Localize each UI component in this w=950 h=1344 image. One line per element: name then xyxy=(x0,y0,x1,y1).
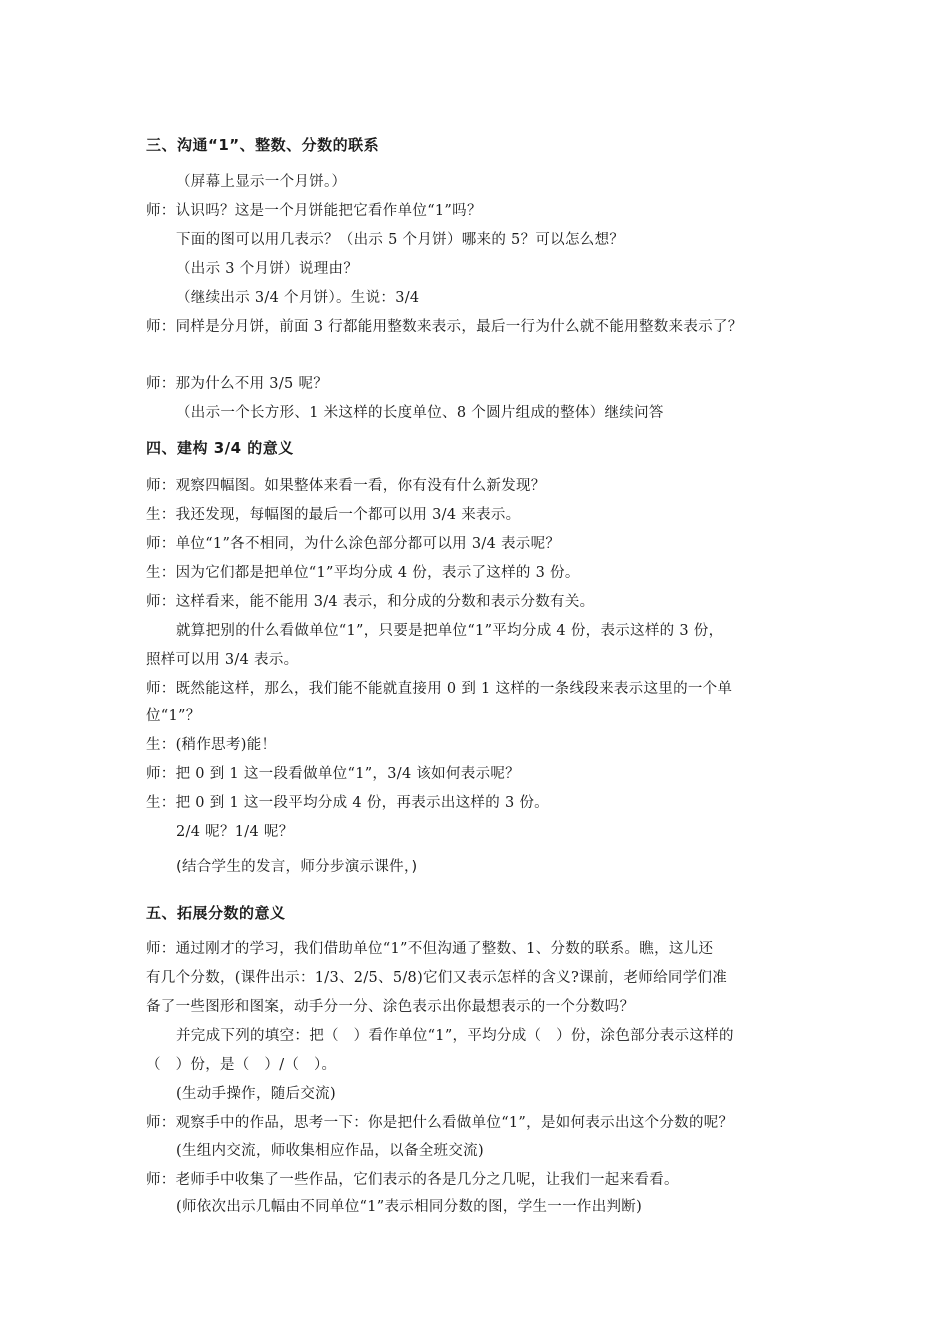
dialogue-line: 2/4 呢？1/4 呢？ xyxy=(176,824,294,840)
dialogue-line: 就算把别的什么看做单位“1”，只要是把单位“1”平均分成 4 份，表示这样的 3 份， xyxy=(176,623,724,639)
dialogue-line: 师：这样看来，能不能用 3/4 表示，和分成的分数和表示分数有关。 xyxy=(146,594,595,610)
dialogue-line: 下面的图可以用几表示？（出示 5 个月饼）哪来的 5？可以怎么想？ xyxy=(176,232,625,248)
dialogue-line: 照样可以用 3/4 表示。 xyxy=(146,652,299,668)
dialogue-line: （继续出示 3/4 个月饼）。生说：3/4 xyxy=(176,290,420,306)
dialogue-line: 师：把 0 到 1 这一段看做单位“1”，3/4 该如何表示呢？ xyxy=(146,766,520,782)
dialogue-line: 师：同样是分月饼，前面 3 行都能用整数来表示，最后一行为什么就不能用整数来表示了？ xyxy=(146,319,743,335)
stage-direction: （屏幕上显示一个月饼。） xyxy=(176,174,347,190)
dialogue-line: 位“1”？ xyxy=(146,708,201,724)
dialogue-line: 师：老师手中收集了一些作品，它们表示的各是几分之几呢，让我们一起来看看。 xyxy=(146,1172,679,1188)
dialogue-line: （出示 3 个月饼）说理由？ xyxy=(176,261,359,277)
section-heading: 四、建构 3/4 的意义 xyxy=(146,439,294,457)
stage-direction: (结合学生的发言，师分步演示课件，) xyxy=(176,859,418,875)
dialogue-line: （ ）份，是（ ）/（ ）。 xyxy=(146,1057,337,1073)
stage-direction: (生组内交流，师收集相应作品，以备全班交流) xyxy=(176,1143,484,1159)
stage-direction: (师依次出示几幅由不同单位“1”表示相同分数的图，学生一一作出判断) xyxy=(176,1199,643,1215)
dialogue-line: 师：认识吗？这是一个月饼能把它看作单位“1”吗？ xyxy=(146,203,482,219)
dialogue-line: 生：(稍作思考)能！ xyxy=(146,737,277,753)
dialogue-line: 备了一些图形和图案，动手分一分、涂色表示出你最想表示的一个分数吗？ xyxy=(146,999,635,1015)
stage-direction: （出示一个长方形、1 米这样的长度单位、8 个圆片组成的整体）继续问答 xyxy=(176,405,664,421)
dialogue-line: 生：把 0 到 1 这一段平均分成 4 份，再表示出这样的 3 份。 xyxy=(146,795,549,811)
dialogue-line: 师：既然能这样，那么，我们能不能就直接用 0 到 1 这样的一条线段来表示这里的一个单 xyxy=(146,681,733,697)
dialogue-line: 师：通过刚才的学习，我们借助单位“1”不但沟通了整数、1、分数的联系。瞧，这儿还 xyxy=(146,941,714,957)
dialogue-line: 师：观察四幅图。如果整体来看一看，你有没有什么新发现？ xyxy=(146,478,546,494)
dialogue-line: 师：那为什么不用 3/5 呢？ xyxy=(146,376,329,392)
stage-direction: (生动手操作，随后交流) xyxy=(176,1086,336,1102)
dialogue-line: 有几个分数，(课件出示：1/3、2/5、5/8)它们又表示怎样的含义?课前，老师给同学们准 xyxy=(146,970,728,986)
dialogue-line: 并完成下列的填空：把（ ）看作单位“1”，平均分成（ ）份，涂色部分表示这样的 xyxy=(176,1028,734,1044)
section-heading: 五、拓展分数的意义 xyxy=(146,904,286,922)
section-heading: 三、沟通“1”、整数、分数的联系 xyxy=(146,136,380,154)
dialogue-line: 师：单位“1”各不相同，为什么涂色部分都可以用 3/4 表示呢？ xyxy=(146,536,561,552)
dialogue-line: 生：因为它们都是把单位“1”平均分成 4 份，表示了这样的 3 份。 xyxy=(146,565,580,581)
dialogue-line: 师：观察手中的作品，思考一下：你是把什么看做单位“1”，是如何表示出这个分数的呢？ xyxy=(146,1115,734,1131)
dialogue-line: 生：我还发现，每幅图的最后一个都可以用 3/4 来表示。 xyxy=(146,507,521,523)
